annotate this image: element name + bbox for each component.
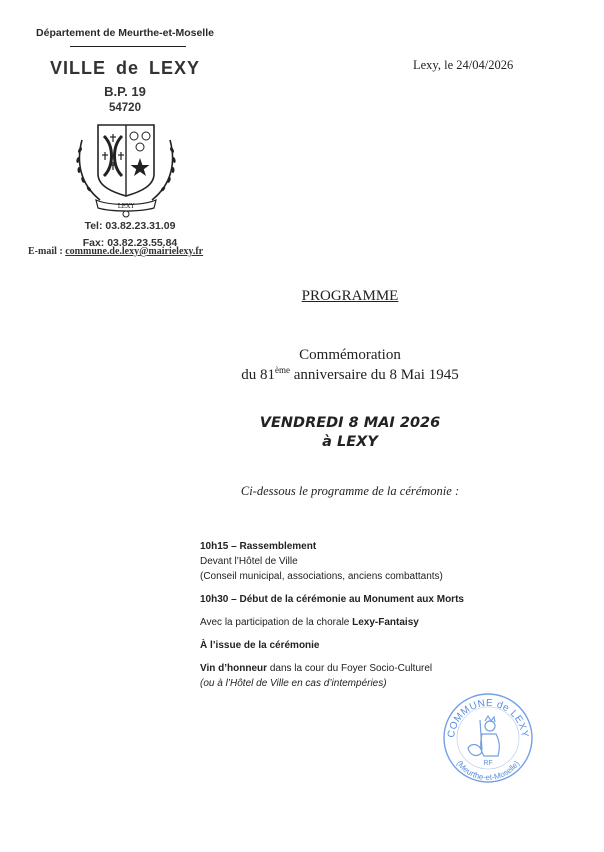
programme-item-2-title: 10h30 – Début de la cérémonie au Monument aux Morts [200,594,464,605]
choir-prefix: Avec la participation de la chorale [200,617,353,628]
reception-location: dans la cour du Foyer Socio-Culturel [267,663,433,674]
town-hall-stamp-icon [440,690,536,786]
stamp-top-text: COMMUNE de LEXY [445,697,531,739]
email-link[interactable]: commune.de.lexy@mairielexy.fr [65,246,204,257]
coat-of-arms-icon [74,122,178,218]
header-divider [70,46,186,47]
phone-number: Tel: 03.82.23.31.09 [84,220,176,232]
programme-item-1-title: 10h15 – Rassemblement [200,541,317,552]
subtitle-suffix: anniversaire du 8 Mai 1945 [290,367,459,383]
postal-code: 54720 [109,102,141,114]
commemoration-title: Commémoration [299,347,401,363]
event-place: à LEXY [322,434,378,450]
programme-item-4-title: À l’issue de la cérémonie [200,640,320,651]
reception-title: Vin d’honneur [200,663,268,674]
programme-item-1-participants: (Conseil municipal, associations, anciens combattants) [200,571,443,582]
subtitle-prefix: du 81 [241,367,276,383]
fax-number: Fax: 03.82.23.55.84 [82,237,178,249]
stamp-bottom-text: (Meurthe-et-Moselle) [454,759,522,783]
svg-text:COMMUNE de LEXY [446,698,530,739]
commemoration-subtitle [180,367,520,384]
programme-item-3 [200,617,419,628]
crest-ribbon-text: LEXY [117,203,135,210]
ordinal-suffix: ème [275,365,291,375]
choir-name: Lexy-Fantaisy [352,617,419,628]
town-name: VILLE de LEXY [49,58,201,78]
date-line: Lexy, le 24/04/2026 [413,58,514,72]
event-date: VENDREDI 8 MAI 2026 [259,415,441,431]
programme-item-1-location: Devant l’Hôtel de Ville [200,556,298,567]
department-name: Département de Meurthe-et-Moselle [36,27,214,39]
stamp-center-text: RF [483,760,493,767]
po-box: B.P. 19 [104,84,146,99]
email-label: E-mail : [28,246,66,257]
programme-intro: Ci-dessous le programme de la cérémonie : [240,484,460,498]
email-line [28,246,203,257]
programme-item-5 [200,663,432,674]
document-title: PROGRAMME [301,288,399,304]
programme-item-5-note: (ou à l’Hôtel de Ville en cas d’intempéries) [200,678,387,689]
